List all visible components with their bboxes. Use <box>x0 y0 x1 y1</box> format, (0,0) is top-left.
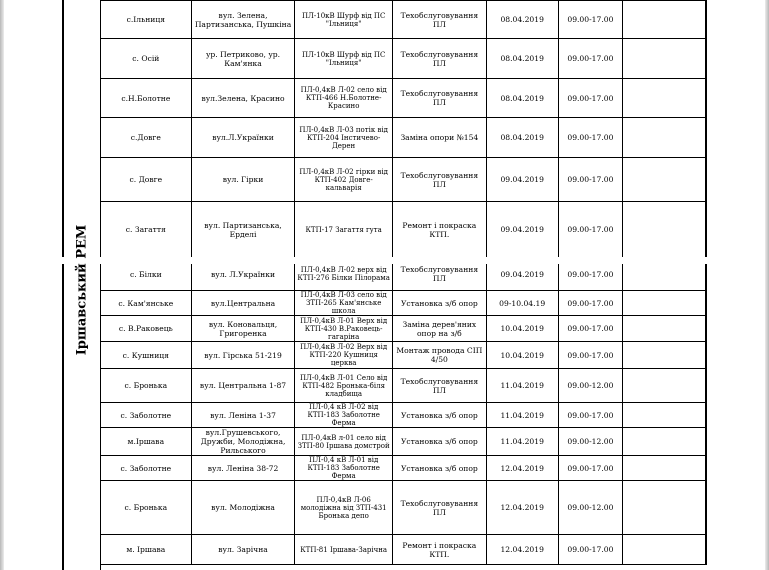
blank-cell <box>623 202 706 258</box>
object-cell: ПЛ-0,4 кВ Л-01 від КТП-183 Заболотне Ферма <box>295 456 393 481</box>
object-cell: ПЛ-0,4 кВ Л-02 від КТП-183 Заболотне Ферма <box>295 403 393 428</box>
street-cell: вул. Леніна 38-72 <box>191 456 295 481</box>
table-row <box>101 79 707 118</box>
object-cell: ПЛ-0,4кВ Л-02 Верх від КТП-220 Кушниця церква <box>295 342 393 369</box>
work-type-cell: Заміна опори №154 <box>392 118 486 158</box>
table-row <box>101 481 707 535</box>
table-row <box>101 403 707 428</box>
time-cell: 09.00-17.00 <box>558 535 623 565</box>
time-cell: 09.00-17.00 <box>558 202 623 258</box>
work-type-cell: Техобслуговування ПЛ <box>392 158 486 202</box>
work-type-cell: Установка з/б опор <box>392 403 486 428</box>
object-cell: ПЛ-0,4кВ Л-01 Верх від КТП-430 В.Раковець-гагаріна <box>295 316 393 342</box>
time-cell: 09.00-12.00 <box>558 428 623 456</box>
blank-cell <box>623 535 706 565</box>
village-cell: с. В.Раковець <box>101 316 192 342</box>
table-row <box>101 316 707 342</box>
village-cell: с.Н.Болотне <box>101 79 192 118</box>
time-cell: 09.00-17.00 <box>558 342 623 369</box>
date-cell: 08.04.2019 <box>486 118 558 158</box>
work-type-cell: Техобслуговування ПЛ <box>392 1 486 39</box>
street-cell: ур. Петриково, ур. Кам'янка <box>191 39 295 79</box>
village-cell: с. Заболотне <box>101 403 192 428</box>
blank-cell <box>623 79 706 118</box>
object-cell: ПЛ-0,4кВ Л-02 верх від КТП-276 Білки Пілорама <box>295 258 393 291</box>
object-cell: ПЛ-0,4кВ Л-03 село від ЗТП-265 Кам'янське школа <box>295 291 393 316</box>
date-cell: 08.04.2019 <box>486 1 558 39</box>
work-type-cell: Техобслуговування ПЛ <box>392 481 486 535</box>
date-cell: 08.04.2019 <box>486 79 558 118</box>
village-cell: с.Довге <box>101 118 192 158</box>
blank-cell <box>623 342 706 369</box>
blank-cell <box>623 403 706 428</box>
table-row <box>101 535 707 565</box>
work-type-cell: Техобслуговування ПЛ <box>392 258 486 291</box>
table-row <box>101 291 707 316</box>
time-cell: 09.00-12.00 <box>558 481 623 535</box>
time-cell: 09.00-17.00 <box>558 316 623 342</box>
blank-cell <box>623 456 706 481</box>
work-type-cell: Техобслуговування ПЛ <box>392 79 486 118</box>
village-cell: с. Кам'янське <box>101 291 192 316</box>
date-cell: 12.04.2019 <box>486 535 558 565</box>
street-cell: вул. Леніна 1-37 <box>191 403 295 428</box>
time-cell: 09.00-17.00 <box>558 456 623 481</box>
time-cell: 09.00-12.00 <box>558 369 623 403</box>
street-cell: вул. Партизанська, Ерделі <box>191 202 295 258</box>
village-cell: м. Іршава <box>101 535 192 565</box>
street-cell: вул.Л.Українки <box>191 118 295 158</box>
date-cell: 11.04.2019 <box>486 369 558 403</box>
work-type-cell: Техобслуговування ПЛ <box>392 39 486 79</box>
object-cell: ПЛ-0,4кВ Л-02 гірки від КТП-402 Довге-кальварія <box>295 158 393 202</box>
work-type-cell: Установка з/б опор <box>392 428 486 456</box>
village-cell: с. Кушниця <box>101 342 192 369</box>
page-shadow-left <box>0 0 4 570</box>
date-cell: 11.04.2019 <box>486 403 558 428</box>
village-cell: с. Бронька <box>101 369 192 403</box>
blank-cell <box>623 158 706 202</box>
document-page <box>62 0 707 570</box>
table-row <box>101 158 707 202</box>
object-cell: ПЛ-0,4кВ Л-03 потік від КТП-204 Інстичево-Дерен <box>295 118 393 158</box>
object-cell: ПЛ-10кВ Шурф від ПС "Ільниця" <box>295 39 393 79</box>
street-cell: вул. Л.Українки <box>191 258 295 291</box>
page-break <box>62 257 707 264</box>
blank-cell <box>623 428 706 456</box>
street-cell: вул. Зарічна <box>191 535 295 565</box>
street-cell: вул.Центральна <box>191 291 295 316</box>
time-cell: 09.00-17.00 <box>558 291 623 316</box>
date-cell: 09.04.2019 <box>486 202 558 258</box>
street-cell: вул. Центральна 1-87 <box>191 369 295 403</box>
date-cell: 10.04.2019 <box>486 316 558 342</box>
time-cell: 09.00-17.00 <box>558 1 623 39</box>
date-cell: 08.04.2019 <box>486 39 558 79</box>
table-row <box>101 456 707 481</box>
date-cell: 12.04.2019 <box>486 481 558 535</box>
blank-cell <box>623 369 706 403</box>
village-cell: с. Довге <box>101 158 192 202</box>
table-row <box>101 202 707 258</box>
rem-label: Іршавський РЕМ <box>74 224 90 356</box>
date-cell: 11.04.2019 <box>486 428 558 456</box>
blank-cell <box>623 39 706 79</box>
street-cell: вул. Гірки <box>191 158 295 202</box>
work-type-cell: Ремонт і покраска КТП. <box>392 202 486 258</box>
work-type-cell: Установка з/б опор <box>392 291 486 316</box>
street-cell: вул. Зелена, Партизанська, Пушкіна <box>191 1 295 39</box>
time-cell: 09.00-17.00 <box>558 258 623 291</box>
village-cell: м.Іршава <box>101 428 192 456</box>
village-cell: с. Бронька <box>101 481 192 535</box>
date-cell: 10.04.2019 <box>486 342 558 369</box>
street-cell: вул. Гірська 51-219 <box>191 342 295 369</box>
time-cell: 09.00-17.00 <box>558 79 623 118</box>
date-cell: 09-10.04.19 <box>486 291 558 316</box>
village-cell: с.Ільниця <box>101 1 192 39</box>
outage-schedule-table <box>100 0 707 565</box>
table-row <box>101 39 707 79</box>
date-cell: 09.04.2019 <box>486 158 558 202</box>
village-cell: с. Білки <box>101 258 192 291</box>
date-cell: 09.04.2019 <box>486 258 558 291</box>
village-cell: с. Осій <box>101 39 192 79</box>
blank-cell <box>623 291 706 316</box>
blank-cell <box>623 481 706 535</box>
object-cell: КТП-81 Іршава-Зарічна <box>295 535 393 565</box>
table-row <box>101 428 707 456</box>
time-cell: 09.00-17.00 <box>558 158 623 202</box>
page-shadow-right <box>765 0 769 570</box>
street-cell: вул. Коновальця, Григоренка <box>191 316 295 342</box>
time-cell: 09.00-17.00 <box>558 39 623 79</box>
object-cell: ПЛ-0,4кВ Л-02 село від КТП-466 Н.Болотне-Красино <box>295 79 393 118</box>
object-cell: КТП-17 Загаття гута <box>295 202 393 258</box>
object-cell: ПЛ-10кВ Шурф від ПС "Ільниця" <box>295 1 393 39</box>
street-cell: вул. Молодіжна <box>191 481 295 535</box>
work-type-cell: Заміна дерев'яних опор на з/б <box>392 316 486 342</box>
street-cell: вул.Зелена, Красино <box>191 79 295 118</box>
object-cell: ПЛ-0,4кВ л-01 село від ЗТП-80 Іршава домстрой <box>295 428 393 456</box>
table-row <box>101 118 707 158</box>
object-cell: ПЛ-0,4кВ Л-06 молодіжна від ЗТП-431 Бронька депо <box>295 481 393 535</box>
object-cell: ПЛ-0,4кВ Л-01 Село від КТП-482 Бронька-біля кладбища <box>295 369 393 403</box>
table-row <box>101 1 707 39</box>
blank-cell <box>623 1 706 39</box>
work-type-cell: Ремонт і покраска КТП. <box>392 535 486 565</box>
date-cell: 12.04.2019 <box>486 456 558 481</box>
blank-cell <box>623 118 706 158</box>
blank-cell <box>623 316 706 342</box>
village-cell: с. Загаття <box>101 202 192 258</box>
table-row <box>101 369 707 403</box>
work-type-cell: Установка з/б опор <box>392 456 486 481</box>
time-cell: 09.00-17.00 <box>558 403 623 428</box>
work-type-cell: Техобслуговування ПЛ <box>392 369 486 403</box>
street-cell: вул.Грушевського, Дружби, Молодіжна, Рильського <box>191 428 295 456</box>
village-cell: с. Заболотне <box>101 456 192 481</box>
time-cell: 09.00-17.00 <box>558 118 623 158</box>
table-row <box>101 342 707 369</box>
work-type-cell: Монтаж провода СІП 4/50 <box>392 342 486 369</box>
